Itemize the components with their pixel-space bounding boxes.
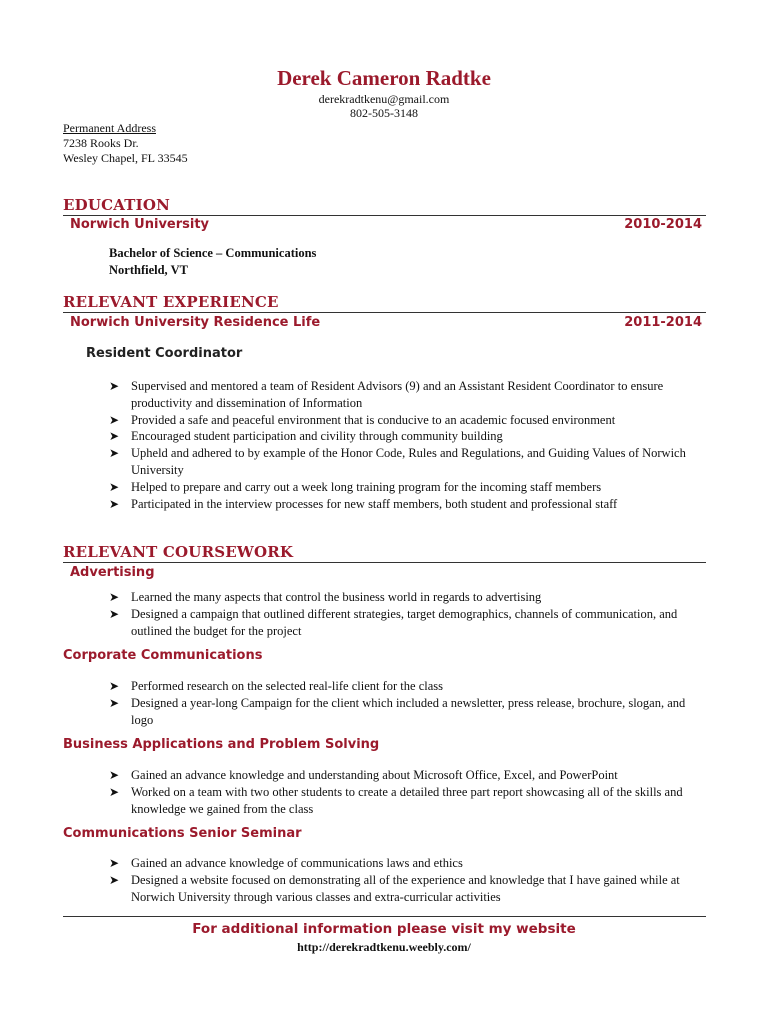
list-item: ➤ Gained an advance knowledge and understanding about Microsoft Office, Excel, and PowerPoint xyxy=(109,768,618,782)
address-label: Permanent Address xyxy=(63,121,156,135)
arrow-bullet-icon: ➤ xyxy=(109,768,120,782)
list-item: ➤ Supervised and mentored a team of Resident Advisors (9) and an Assistant Resident Coordinator to ensure productivity and dissemination of Information xyxy=(109,379,664,410)
arrow-bullet-icon: ➤ xyxy=(109,446,120,461)
education-heading: EDUCATION xyxy=(63,196,706,216)
list-item: ➤ Helped to prepare and carry out a week long training program for the incoming staff members xyxy=(109,479,602,494)
contact-phone: 802-505-3148 xyxy=(350,106,418,120)
education-dates: 2010-2014 xyxy=(624,217,702,232)
contact-email: derekradtkenu@gmail.com xyxy=(318,92,450,106)
course-bullets xyxy=(106,678,706,728)
website-link[interactable]: http://derekradtkenu.weebly.com/ xyxy=(297,940,471,954)
experience-bullets xyxy=(106,378,706,512)
course-title: Communications Senior Seminar xyxy=(63,826,302,841)
course-bullets xyxy=(106,767,706,817)
coursework-heading: RELEVANT COURSEWORK xyxy=(63,543,706,563)
arrow-bullet-icon: ➤ xyxy=(109,496,120,511)
education-school: Norwich University xyxy=(70,217,210,232)
course-bullets xyxy=(106,589,706,639)
permanent-address xyxy=(63,121,188,166)
education-location: Northfield, VT xyxy=(109,263,188,277)
arrow-bullet-icon: ➤ xyxy=(109,412,120,427)
address-line-2: Wesley Chapel, FL 33545 xyxy=(63,151,188,165)
list-item: ➤ Performed research on the selected real-life client for the class xyxy=(109,679,443,693)
list-item: ➤ Designed a campaign that outlined different strategies, target demographics, channels of communication, and outlined the budget for the project xyxy=(109,606,678,638)
course-title: Advertising xyxy=(70,565,155,580)
address-line-1: 7238 Rooks Dr. xyxy=(63,136,139,150)
experience-role: Resident Coordinator xyxy=(86,346,243,361)
arrow-bullet-icon: ➤ xyxy=(109,784,120,799)
arrow-bullet-icon: ➤ xyxy=(109,379,120,393)
education-details xyxy=(109,245,316,279)
footer-note: For additional information please visit my website xyxy=(192,921,576,937)
arrow-bullet-icon: ➤ xyxy=(109,695,120,710)
course-title: Corporate Communications xyxy=(63,648,263,663)
list-item: ➤ Learned the many aspects that control the business world in regards to advertising xyxy=(109,590,542,604)
education-row xyxy=(70,217,702,232)
list-item: ➤ Gained an advance knowledge of communications laws and ethics xyxy=(109,856,463,870)
arrow-bullet-icon: ➤ xyxy=(109,429,120,444)
list-item: ➤ Participated in the interview processes for new staff members, both student and professional staff xyxy=(109,496,618,511)
course-title: Business Applications and Problem Solving xyxy=(63,737,380,752)
education-degree: Bachelor of Science – Communications xyxy=(109,246,317,260)
arrow-bullet-icon: ➤ xyxy=(109,479,120,494)
arrow-bullet-icon: ➤ xyxy=(109,590,120,604)
list-item: ➤ Designed a website focused on demonstrating all of the experience and knowledge that I have gained while at Norwich University through various classes and extra-curricular activities xyxy=(109,872,680,904)
arrow-bullet-icon: ➤ xyxy=(109,856,120,870)
arrow-bullet-icon: ➤ xyxy=(109,872,120,887)
course-bullets xyxy=(106,855,706,905)
list-item: ➤ Encouraged student participation and civility through community building xyxy=(109,429,503,444)
resume-name: Derek Cameron Radtke xyxy=(277,66,491,90)
experience-org: Norwich University Residence Life xyxy=(70,315,321,330)
list-item: ➤ Provided a safe and peaceful environment that is conducive to an academic focused environment xyxy=(109,412,616,427)
experience-row xyxy=(70,315,702,330)
experience-dates: 2011-2014 xyxy=(624,315,702,330)
arrow-bullet-icon: ➤ xyxy=(109,606,120,621)
arrow-bullet-icon: ➤ xyxy=(109,679,120,693)
list-item: ➤ Upheld and adhered to by example of the Honor Code, Rules and Regulations, and Guiding Values of Norwich University xyxy=(109,446,686,477)
experience-heading: RELEVANT EXPERIENCE xyxy=(63,293,706,313)
list-item: ➤ Designed a year-long Campaign for the client which included a newsletter, press release, brochure, slogan, and logo xyxy=(109,695,686,727)
list-item: ➤ Worked on a team with two other students to create a detailed three part report showcasing all of the skills and knowledge we gained from the class xyxy=(109,784,683,816)
footer-divider xyxy=(63,916,706,917)
